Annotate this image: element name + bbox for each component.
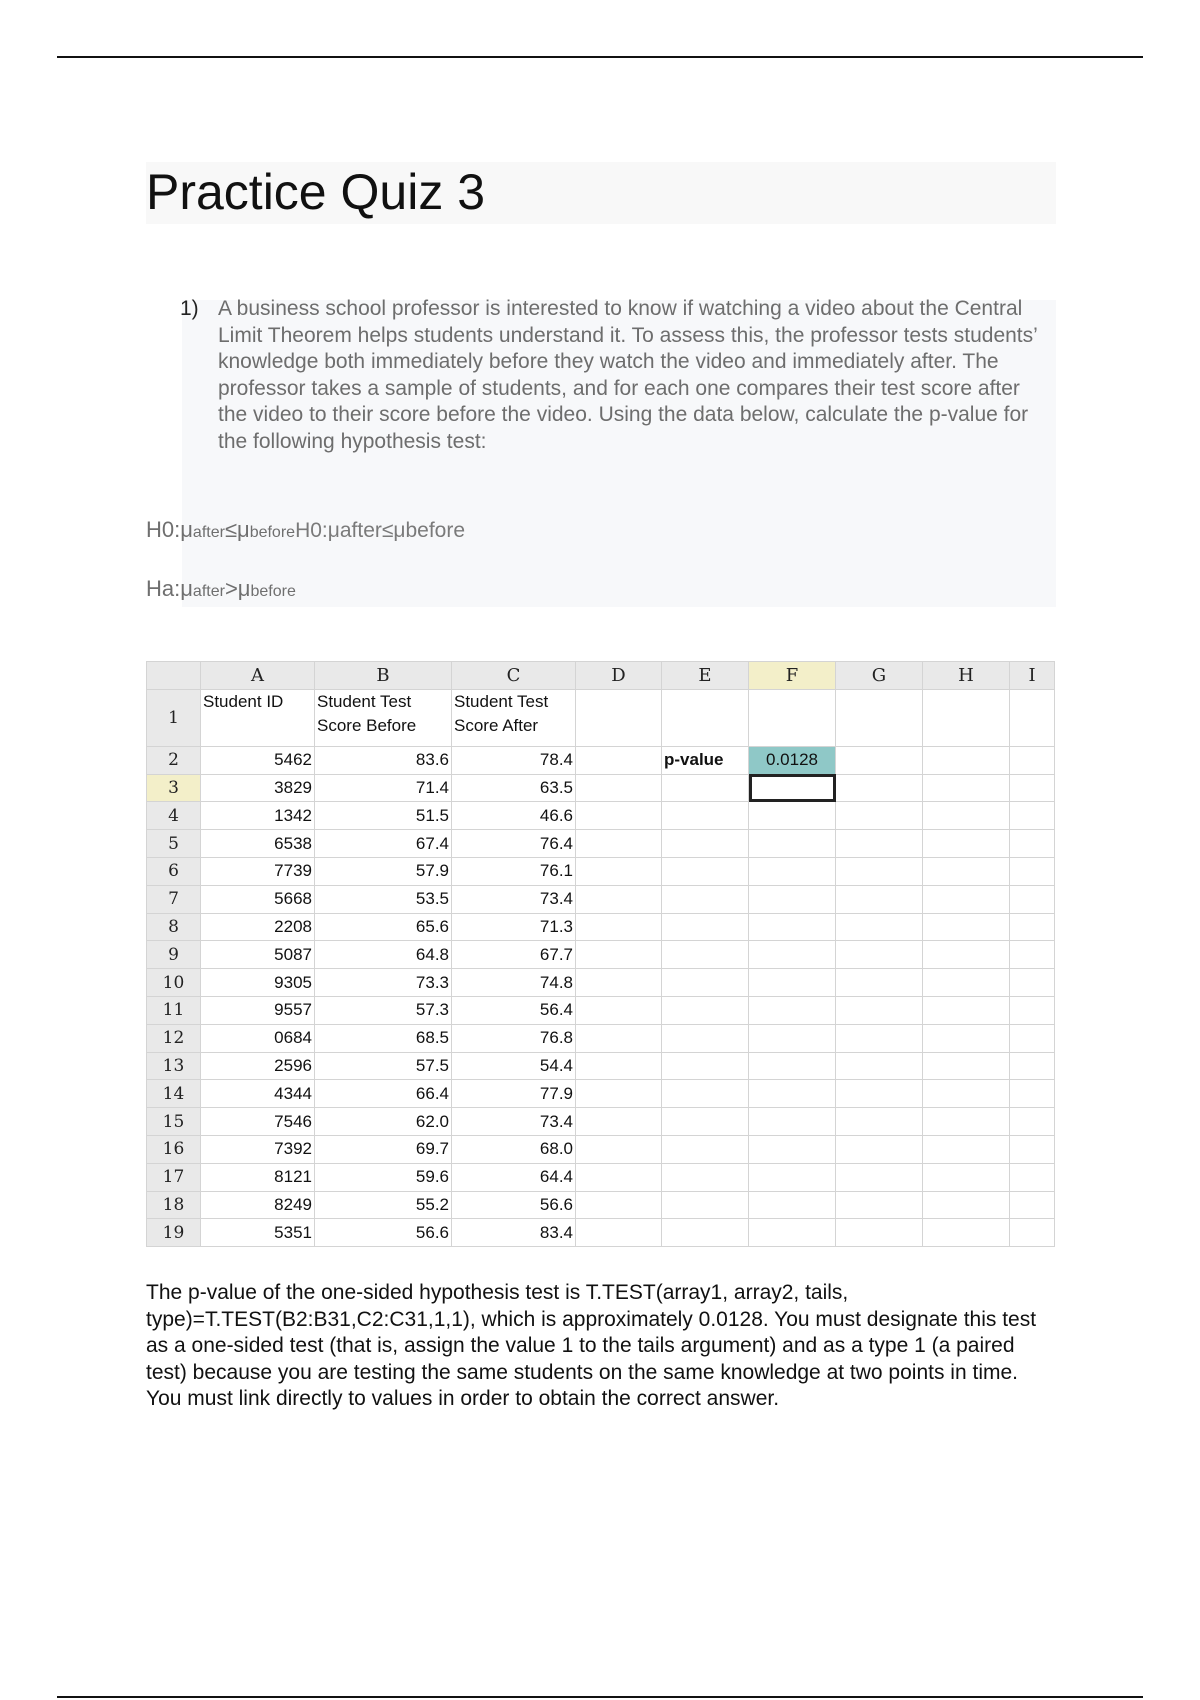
top-rule (57, 56, 1143, 58)
cell-score-after[interactable]: 63.5 (452, 774, 576, 802)
cell-score-before[interactable]: 57.9 (315, 857, 452, 885)
cell[interactable] (836, 941, 923, 969)
row-header[interactable]: 11 (147, 996, 201, 1024)
cell[interactable] (576, 802, 662, 830)
cell-score-before[interactable]: 55.2 (315, 1191, 452, 1219)
row-header[interactable]: 5 (147, 830, 201, 858)
table-row (147, 802, 1055, 830)
cell[interactable] (749, 885, 836, 913)
cell[interactable] (662, 941, 749, 969)
cell[interactable] (1010, 1052, 1055, 1080)
cell-score-before[interactable]: 57.3 (315, 996, 452, 1024)
cell-score-before[interactable]: 51.5 (315, 802, 452, 830)
cell[interactable] (1010, 941, 1055, 969)
cell[interactable] (749, 941, 836, 969)
row-header[interactable]: 19 (147, 1219, 201, 1247)
cell-score-before[interactable]: 64.8 (315, 941, 452, 969)
row-header[interactable]: 13 (147, 1052, 201, 1080)
cell[interactable] (923, 885, 1010, 913)
table-row (147, 1191, 1055, 1219)
cell[interactable] (576, 830, 662, 858)
cell[interactable] (576, 885, 662, 913)
cell-student-id[interactable]: 7546 (201, 1108, 315, 1136)
cell-student-id[interactable]: 4344 (201, 1080, 315, 1108)
cell-score-after[interactable]: 56.6 (452, 1191, 576, 1219)
cell[interactable] (576, 689, 662, 746)
cell[interactable] (662, 1219, 749, 1247)
table-row (147, 913, 1055, 941)
cell[interactable] (923, 746, 1010, 774)
table-row (147, 1080, 1055, 1108)
cell[interactable] (1010, 1135, 1055, 1163)
cell[interactable] (923, 1108, 1010, 1136)
row-header[interactable]: 9 (147, 941, 201, 969)
cell-student-id[interactable]: 6538 (201, 830, 315, 858)
column-header-h[interactable]: H (923, 662, 1010, 690)
cell-score-after[interactable]: 68.0 (452, 1135, 576, 1163)
column-header-row (147, 662, 1055, 690)
cell[interactable] (749, 830, 836, 858)
cell[interactable] (1010, 1163, 1055, 1191)
row-header[interactable]: 17 (147, 1163, 201, 1191)
cell-score-after[interactable]: 77.9 (452, 1080, 576, 1108)
cell[interactable] (749, 1219, 836, 1247)
row-header[interactable]: 2 (147, 746, 201, 774)
cell[interactable] (836, 689, 923, 746)
table-row (147, 857, 1055, 885)
bottom-rule (57, 1696, 1143, 1698)
cell[interactable] (749, 689, 836, 746)
h0-prefix: H0:μ (146, 517, 193, 542)
h0-relation: ≤μ (224, 517, 250, 542)
cell[interactable] (923, 941, 1010, 969)
cell-student-id[interactable]: 7739 (201, 857, 315, 885)
cell-student-id[interactable]: 5668 (201, 885, 315, 913)
row-header[interactable]: 16 (147, 1135, 201, 1163)
cell[interactable] (749, 1024, 836, 1052)
cell[interactable] (1010, 746, 1055, 774)
cell[interactable] (749, 1163, 836, 1191)
cell-score-after[interactable]: 73.4 (452, 885, 576, 913)
cell[interactable] (662, 1191, 749, 1219)
cell[interactable] (576, 1219, 662, 1247)
cell[interactable] (662, 802, 749, 830)
cell[interactable] (923, 1135, 1010, 1163)
cell[interactable] (923, 1080, 1010, 1108)
cell-score-after[interactable]: 76.1 (452, 857, 576, 885)
cell[interactable] (1010, 1108, 1055, 1136)
cell[interactable] (923, 830, 1010, 858)
cell[interactable] (662, 1163, 749, 1191)
column-header-b[interactable]: B (315, 662, 452, 690)
cell[interactable] (923, 996, 1010, 1024)
cell[interactable] (576, 1024, 662, 1052)
cell-score-after[interactable]: 78.4 (452, 746, 576, 774)
cell[interactable] (749, 1052, 836, 1080)
page-title: Practice Quiz 3 (146, 164, 486, 220)
cell[interactable] (836, 1191, 923, 1219)
table-row (147, 1163, 1055, 1191)
column-header-g[interactable]: G (836, 662, 923, 690)
cell[interactable] (662, 774, 749, 802)
column-header-d[interactable]: D (576, 662, 662, 690)
cell[interactable] (576, 1135, 662, 1163)
cell[interactable] (1010, 1191, 1055, 1219)
question-text: A business school professor is interested to know if watching a video about the Central Limit Theorem helps students understand it. To assess this, the professor tests students’ knowledge both immediately before they watch the video and immediately after. The professor takes a sample of students, and for each one compares their test score after the video to their score before the video. Using the data below, calculate the p-value for the following hypothesis test: (218, 297, 1038, 453)
h0-sub-after: after (192, 524, 225, 541)
cell[interactable] (749, 969, 836, 997)
cell[interactable] (836, 1219, 923, 1247)
cell[interactable] (662, 996, 749, 1024)
table-row (147, 885, 1055, 913)
h0-sub-before: before (249, 524, 296, 541)
cell-student-id[interactable]: 7392 (201, 1135, 315, 1163)
cell[interactable] (662, 1024, 749, 1052)
cell-student-id[interactable]: 5462 (201, 746, 315, 774)
cell[interactable] (1010, 1024, 1055, 1052)
cell[interactable] (662, 885, 749, 913)
cell-score-after[interactable]: 71.3 (452, 913, 576, 941)
cell[interactable] (836, 830, 923, 858)
cell[interactable] (1010, 885, 1055, 913)
cell[interactable] (576, 1191, 662, 1219)
cell[interactable] (749, 1108, 836, 1136)
cell-student-id[interactable]: 0684 (201, 1024, 315, 1052)
ha-sub-after: after (192, 583, 225, 600)
cell[interactable] (662, 1052, 749, 1080)
row-header[interactable]: 6 (147, 857, 201, 885)
header-student-id[interactable]: Student ID (201, 689, 315, 746)
cell[interactable] (1010, 689, 1055, 746)
table-row (147, 1024, 1055, 1052)
cell-score-after[interactable]: 67.7 (452, 941, 576, 969)
cell[interactable] (836, 774, 923, 802)
cell[interactable] (576, 1163, 662, 1191)
row-header[interactable]: 18 (147, 1191, 201, 1219)
active-cell[interactable] (749, 774, 836, 802)
cell[interactable] (836, 913, 923, 941)
cell[interactable] (1010, 857, 1055, 885)
cell[interactable] (1010, 830, 1055, 858)
cell-score-before[interactable]: 71.4 (315, 774, 452, 802)
column-header-e[interactable]: E (662, 662, 749, 690)
cell[interactable] (662, 913, 749, 941)
cell[interactable] (923, 1052, 1010, 1080)
cell-score-after[interactable]: 56.4 (452, 996, 576, 1024)
cell[interactable] (1010, 1080, 1055, 1108)
cell-score-before[interactable]: 56.6 (315, 1219, 452, 1247)
cell[interactable] (836, 885, 923, 913)
cell-score-before[interactable]: 68.5 (315, 1024, 452, 1052)
cell[interactable] (662, 1135, 749, 1163)
ha-relation: >μ (224, 576, 251, 601)
row-header[interactable]: 4 (147, 802, 201, 830)
cell-student-id[interactable]: 2208 (201, 913, 315, 941)
row-header[interactable]: 8 (147, 913, 201, 941)
cell-score-before[interactable]: 67.4 (315, 830, 452, 858)
cell-score-after[interactable]: 83.4 (452, 1219, 576, 1247)
cell-student-id[interactable]: 3829 (201, 774, 315, 802)
cell[interactable] (923, 857, 1010, 885)
spreadsheet (146, 661, 1055, 1247)
cell[interactable] (923, 774, 1010, 802)
cell[interactable] (923, 689, 1010, 746)
cell[interactable] (749, 913, 836, 941)
cell[interactable] (1010, 969, 1055, 997)
cell[interactable] (836, 746, 923, 774)
cell-score-after[interactable]: 73.4 (452, 1108, 576, 1136)
cell-score-after[interactable]: 64.4 (452, 1163, 576, 1191)
table-row (147, 774, 1055, 802)
cell[interactable] (749, 857, 836, 885)
cell-score-before[interactable]: 65.6 (315, 913, 452, 941)
cell[interactable] (576, 969, 662, 997)
cell-student-id[interactable]: 5351 (201, 1219, 315, 1247)
cell[interactable] (923, 969, 1010, 997)
cell[interactable] (923, 1163, 1010, 1191)
cell[interactable] (662, 857, 749, 885)
cell-score-after[interactable]: 74.8 (452, 969, 576, 997)
cell[interactable] (836, 1108, 923, 1136)
cell-student-id[interactable]: 9305 (201, 969, 315, 997)
cell-score-before[interactable]: 69.7 (315, 1135, 452, 1163)
cell[interactable] (923, 913, 1010, 941)
alternative-hypothesis (146, 576, 296, 602)
cell[interactable] (836, 1080, 923, 1108)
cell-student-id[interactable]: 8121 (201, 1163, 315, 1191)
cell[interactable] (923, 1024, 1010, 1052)
cell[interactable] (749, 1191, 836, 1219)
cell[interactable] (576, 913, 662, 941)
cell[interactable] (923, 1219, 1010, 1247)
row-header[interactable]: 3 (147, 774, 201, 802)
row-header[interactable]: 1 (147, 689, 201, 746)
cell-score-after[interactable]: 76.4 (452, 830, 576, 858)
ha-sub-before: before (250, 583, 296, 600)
cell[interactable] (662, 969, 749, 997)
cell[interactable] (1010, 774, 1055, 802)
cell-score-before[interactable]: 83.6 (315, 746, 452, 774)
cell[interactable] (1010, 802, 1055, 830)
table-row (147, 1135, 1055, 1163)
answer-text: The p-value of the one-sided hypothesis test is T.TEST(array1, array2, tails, type)=T.TEST(B2:B31,C2:C31,1,1), which is approximately 0.0128. You must designate this test as a one-sided test (that is, assign the value 1 to the tails argument) and as a type 1 (a paired test) because you are testing the same students on the same knowledge at two points in time. You must link directly to values in order to obtain the correct answer. (146, 1281, 1037, 1411)
cell-score-after[interactable]: 76.8 (452, 1024, 576, 1052)
table-row (147, 1108, 1055, 1136)
cell-student-id[interactable]: 9557 (201, 996, 315, 1024)
cell[interactable] (576, 774, 662, 802)
cell[interactable] (576, 1108, 662, 1136)
cell[interactable] (1010, 996, 1055, 1024)
table-row (147, 996, 1055, 1024)
cell[interactable] (923, 1191, 1010, 1219)
ha-prefix: Ha:μ (146, 576, 193, 601)
table-row (147, 1052, 1055, 1080)
cell[interactable] (749, 1080, 836, 1108)
table-row (147, 689, 1055, 746)
cell-score-before[interactable]: 66.4 (315, 1080, 452, 1108)
cell-score-before[interactable]: 62.0 (315, 1108, 452, 1136)
table-row (147, 941, 1055, 969)
null-hypothesis (146, 517, 465, 543)
column-header-a[interactable]: A (201, 662, 315, 690)
cell[interactable] (836, 1135, 923, 1163)
header-score-before[interactable]: Student Test Score Before (315, 689, 452, 746)
cell[interactable] (662, 1080, 749, 1108)
cell[interactable] (662, 830, 749, 858)
cell[interactable] (749, 1135, 836, 1163)
cell-student-id[interactable]: 5087 (201, 941, 315, 969)
row-header[interactable]: 12 (147, 1024, 201, 1052)
cell[interactable] (576, 996, 662, 1024)
header-score-after[interactable]: Student Test Score After (452, 689, 576, 746)
row-header[interactable]: 14 (147, 1080, 201, 1108)
row-header[interactable]: 10 (147, 969, 201, 997)
cell-score-before[interactable]: 53.5 (315, 885, 452, 913)
cell[interactable] (662, 689, 749, 746)
cell-score-before[interactable]: 73.3 (315, 969, 452, 997)
cell[interactable] (836, 1163, 923, 1191)
table-row (147, 830, 1055, 858)
cell[interactable] (836, 1024, 923, 1052)
cell[interactable] (749, 996, 836, 1024)
cell-score-before[interactable]: 59.6 (315, 1163, 452, 1191)
cell-score-after[interactable]: 54.4 (452, 1052, 576, 1080)
cell[interactable] (576, 746, 662, 774)
cell[interactable] (1010, 913, 1055, 941)
cell-score-after[interactable]: 46.6 (452, 802, 576, 830)
table-row (147, 1219, 1055, 1247)
row-header[interactable]: 7 (147, 885, 201, 913)
cell[interactable] (923, 802, 1010, 830)
cell[interactable] (836, 802, 923, 830)
cell-student-id[interactable]: 1342 (201, 802, 315, 830)
cell[interactable] (836, 996, 923, 1024)
cell[interactable] (662, 1108, 749, 1136)
cell[interactable] (576, 1080, 662, 1108)
cell[interactable] (576, 941, 662, 969)
pvalue-label[interactable]: p-value (662, 746, 749, 774)
cell-score-before[interactable]: 57.5 (315, 1052, 452, 1080)
question-number: 1) (180, 297, 199, 320)
column-header-i[interactable]: I (1010, 662, 1055, 690)
cell[interactable] (1010, 1219, 1055, 1247)
corner-cell[interactable] (147, 662, 201, 690)
cell[interactable] (836, 1052, 923, 1080)
cell-student-id[interactable]: 8249 (201, 1191, 315, 1219)
pvalue-cell[interactable]: 0.0128 (749, 746, 836, 774)
row-header[interactable]: 15 (147, 1108, 201, 1136)
cell[interactable] (836, 969, 923, 997)
table-row (147, 746, 1055, 774)
column-header-f[interactable]: F (749, 662, 836, 690)
cell[interactable] (749, 802, 836, 830)
table-row (147, 969, 1055, 997)
cell[interactable] (576, 1052, 662, 1080)
h0-plain: H0:μafter≤μbefore (295, 519, 466, 542)
cell[interactable] (576, 857, 662, 885)
cell[interactable] (836, 857, 923, 885)
cell-student-id[interactable]: 2596 (201, 1052, 315, 1080)
column-header-c[interactable]: C (452, 662, 576, 690)
